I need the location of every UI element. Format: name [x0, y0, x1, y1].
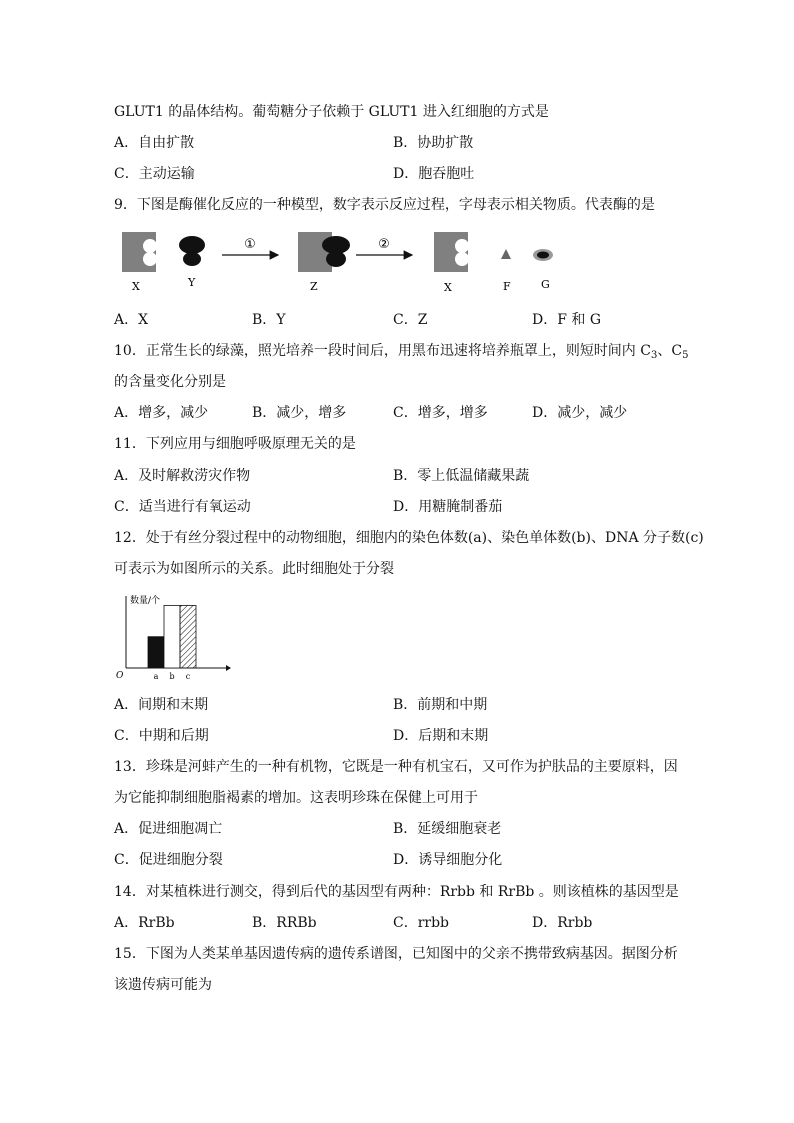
- bar-b: [164, 605, 180, 668]
- q8-option-b: B．协助扩散: [393, 135, 474, 151]
- tick-label-c: c: [185, 672, 191, 681]
- q14-option-c: C．rrbb: [393, 915, 450, 931]
- q12-stem-line-1: 12．处于有丝分裂过程中的动物细胞，细胞内的染色体数(a)、染色单体数(b)、DNA 分子数(c): [114, 530, 704, 546]
- q12-option-b: B．前期和中期: [393, 697, 488, 713]
- q8-option-d: D．胞吞胞吐: [393, 166, 475, 182]
- q10-stem-line-2: 的含量变化分别是: [114, 374, 226, 390]
- q9-option-a: A．X: [114, 312, 149, 328]
- q13-stem-line-1: 13．珍珠是河蚌产生的一种有机物，它既是一种有机宝石，又可作为护肤品的主要原料，因: [114, 759, 678, 775]
- q15-stem-line-1: 15．下图为人类某单基因遗传病的遗传系谱图，已知图中的父亲不携带致病基因。据图分析: [114, 946, 678, 962]
- q11-stem: 11．下列应用与细胞呼吸原理无关的是: [114, 436, 356, 452]
- q11-option-c: C．适当进行有氧运动: [114, 499, 251, 515]
- q13-option-b: B．延缓细胞衰老: [393, 821, 502, 837]
- q12-option-d: D．后期和末期: [393, 728, 489, 744]
- product-f-shape: [501, 249, 511, 259]
- q14-option-b: B．RRBb: [252, 915, 317, 931]
- q11-option-d: D．用糖腌制番茄: [393, 499, 503, 515]
- q14-option-d: D．Rrbb: [532, 915, 593, 931]
- y-axis-label: 数量/个: [130, 596, 161, 606]
- subscript-5: 5: [682, 350, 689, 361]
- tick-label-a: a: [153, 672, 159, 681]
- q13-option-a: A．促进细胞凋亡: [114, 821, 223, 837]
- q10-option-c: C．增多，增多: [393, 405, 488, 421]
- q10-stem-text: 10．正常生长的绿藻，照光培养一段时间后，用黑布迅速将培养瓶罩上，则短时间内 C: [114, 343, 651, 359]
- label-x-2: X: [444, 281, 452, 294]
- substance-x-shape: [122, 232, 157, 272]
- q10-stem-line-1: [114, 341, 688, 366]
- q14-option-a: A．RrBb: [114, 915, 175, 931]
- q8-stem: GLUT1 的晶体结构。葡萄糖分子依赖于 GLUT1 进入红细胞的方式是: [114, 104, 549, 120]
- q12-option-a: A．间期和末期: [114, 697, 209, 713]
- label-g: G: [541, 278, 550, 291]
- bar-a: [148, 637, 164, 668]
- subscript-3: 3: [650, 350, 658, 361]
- q9-option-b: B．Y: [252, 312, 286, 328]
- q13-stem-line-2: 为它能抑制细胞脂褐素的增加。这表明珍珠在保健上可用于: [114, 790, 478, 806]
- bar-c: [180, 605, 196, 668]
- label-f: F: [503, 280, 511, 293]
- q9-stem: 9．下图是酶催化反应的一种模型，数字表示反应过程，字母表示相关物质。代表酶的是: [114, 197, 655, 213]
- label-z: Z: [310, 280, 318, 293]
- tick-label-b: b: [169, 672, 175, 681]
- enzyme-model-diagram: [114, 228, 574, 298]
- step-label-1: ①: [244, 237, 256, 252]
- q11-option-b: B．零上低温储藏果蔬: [393, 468, 530, 484]
- label-y: Y: [188, 276, 196, 289]
- q10-option-d: D．减少，减少: [532, 405, 628, 421]
- label-x: X: [132, 280, 140, 293]
- q10-option-a: A．增多，减少: [114, 405, 209, 421]
- substance-y-shape: [179, 236, 205, 266]
- q10-option-b: B．减少，增多: [252, 405, 347, 421]
- q9-option-d: D．F 和 G: [532, 312, 602, 328]
- substance-x-shape-2: [434, 232, 469, 272]
- q12-option-c: C．中期和后期: [114, 728, 209, 744]
- chromosome-count-bar-chart: [112, 590, 232, 682]
- q11-option-a: A．及时解救涝灾作物: [114, 468, 251, 484]
- q15-stem-line-2: 该遗传病可能为: [114, 977, 212, 993]
- x-axis-arrow: [226, 665, 231, 671]
- q12-stem-line-2: 可表示为如图所示的关系。此时细胞处于分裂: [114, 561, 394, 577]
- substance-z-shape: [298, 232, 350, 272]
- origin-label: O: [116, 671, 124, 681]
- q13-option-c: C．促进细胞分裂: [114, 852, 223, 868]
- q8-option-a: A．自由扩散: [114, 135, 195, 151]
- q8-option-c: C．主动运输: [114, 166, 195, 182]
- q9-option-c: C．Z: [393, 312, 428, 328]
- q10-stem-sep: 、C: [657, 343, 683, 359]
- q13-option-d: D．诱导细胞分化: [393, 852, 503, 868]
- q14-stem: 14．对某植株进行测交，得到后代的基因型有两种：Rrbb 和 RrBb 。则该植株的基因型是: [114, 884, 679, 900]
- step-label-2: ②: [378, 237, 390, 252]
